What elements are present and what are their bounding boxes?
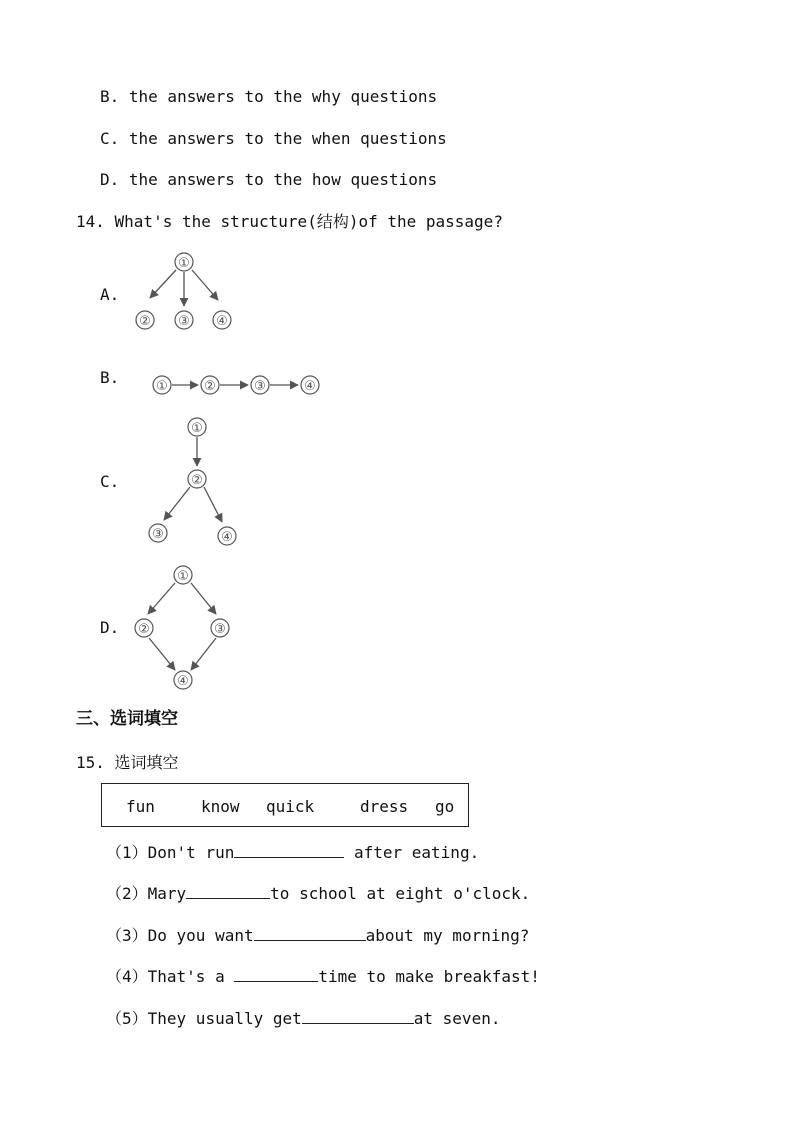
item-text-after: about my morning? — [365, 926, 530, 945]
svg-text:④: ④ — [177, 674, 189, 689]
svg-text:①: ① — [177, 569, 189, 584]
answer-blank[interactable] — [234, 842, 344, 858]
svg-text:④: ④ — [216, 314, 228, 329]
item-text-before: They usually get — [147, 1009, 302, 1028]
item-number: （3） — [106, 926, 148, 945]
svg-text:②: ② — [204, 379, 216, 394]
item-text-before: Mary — [147, 884, 187, 903]
q13-option-d: D. the answers to the how questions — [100, 170, 438, 189]
svg-text:①: ① — [191, 421, 203, 436]
svg-text:③: ③ — [214, 622, 226, 637]
node-1 — [188, 418, 206, 436]
node-3 — [251, 376, 269, 394]
svg-text:③: ③ — [254, 379, 266, 394]
item-text-after: time to make breakfast! — [318, 967, 540, 986]
node-2 — [188, 470, 206, 488]
node-4 — [213, 311, 231, 329]
q13-option-c: C. the answers to the when questions — [100, 129, 447, 148]
word-bank-word: go — [435, 797, 455, 816]
item-text-after: to school at eight o'clock. — [270, 884, 531, 903]
item-number: （4） — [106, 967, 148, 986]
q14-option-d-label: D. — [100, 618, 120, 637]
q14-option-a-diagram — [130, 248, 240, 338]
item-text-after: at seven. — [413, 1009, 501, 1028]
q13-option-b: B. the answers to the why questions — [100, 87, 438, 106]
q15-item-2 — [106, 883, 530, 904]
svg-text:③: ③ — [178, 314, 190, 329]
q14-option-d-diagram — [130, 562, 240, 692]
node-2 — [136, 311, 154, 329]
answer-blank[interactable] — [234, 966, 318, 982]
node-3 — [211, 619, 229, 637]
svg-text:①: ① — [156, 379, 168, 394]
item-number: （2） — [106, 884, 148, 903]
item-text-after: after eating. — [344, 843, 480, 862]
section-3-title: 三、选词填空 — [76, 709, 178, 729]
word-bank-word: fun — [126, 797, 155, 816]
node-3 — [175, 311, 193, 329]
svg-text:③: ③ — [152, 527, 164, 542]
node-3 — [149, 524, 167, 542]
q15-item-1 — [106, 842, 479, 863]
word-bank-word: quick — [266, 797, 315, 816]
svg-text:②: ② — [138, 622, 150, 637]
svg-text:④: ④ — [304, 379, 316, 394]
node-1 — [174, 566, 192, 584]
q14-option-b-label: B. — [100, 368, 120, 387]
q14-option-c-diagram — [140, 414, 250, 554]
svg-text:②: ② — [139, 314, 151, 329]
svg-text:④: ④ — [221, 530, 233, 545]
q15-item-5 — [106, 1008, 500, 1029]
word-bank-box — [101, 783, 469, 827]
node-1 — [175, 253, 193, 271]
q15-item-3 — [106, 925, 529, 946]
node-4 — [174, 671, 192, 689]
item-number: （1） — [106, 843, 148, 862]
answer-blank[interactable] — [302, 1008, 414, 1024]
q15-item-4 — [106, 966, 540, 987]
node-4 — [301, 376, 319, 394]
item-number: （5） — [106, 1009, 148, 1028]
node-1 — [153, 376, 171, 394]
item-text-before: Do you want — [147, 926, 254, 945]
svg-text:②: ② — [191, 473, 203, 488]
q15-question: 15. 选词填空 — [76, 753, 179, 772]
q14-option-b-diagram — [148, 372, 328, 398]
word-bank-word: dress — [360, 797, 409, 816]
node-2 — [201, 376, 219, 394]
node-2 — [135, 619, 153, 637]
node-4 — [218, 527, 236, 545]
q14-option-c-label: C. — [100, 472, 120, 491]
svg-text:①: ① — [178, 256, 190, 271]
item-text-before: Don't run — [147, 843, 235, 862]
answer-blank[interactable] — [186, 883, 270, 899]
answer-blank[interactable] — [254, 925, 366, 941]
item-text-before: That's a — [147, 967, 235, 986]
word-bank-word: know — [201, 797, 240, 816]
q14-option-a-label: A. — [100, 285, 120, 304]
q14-question: 14. What's the structure(结构)of the passage? — [76, 212, 503, 231]
